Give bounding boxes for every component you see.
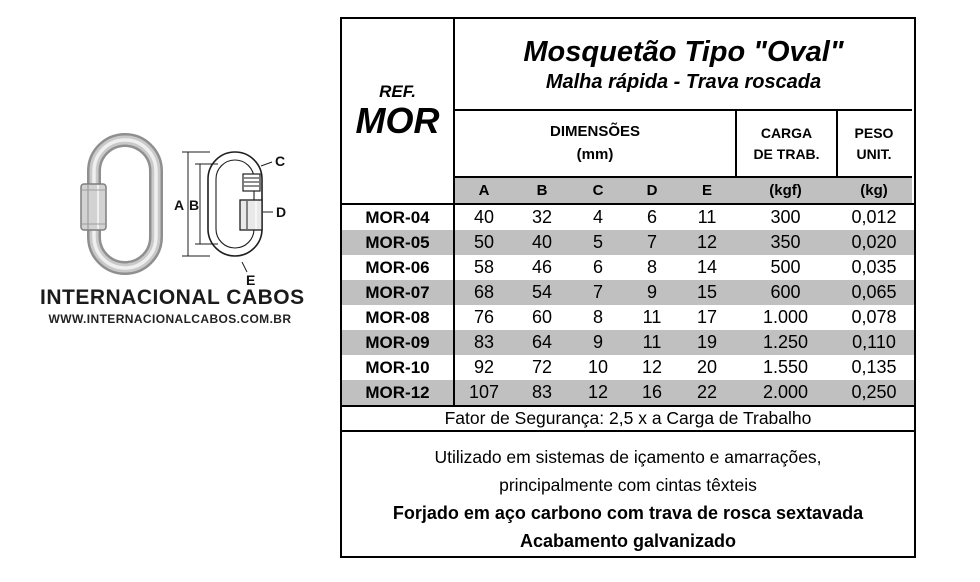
weight-header-line1: PESO — [854, 125, 894, 142]
cell-c: 12 — [587, 382, 609, 402]
cell-b: 72 — [531, 357, 553, 377]
cell-d: 11 — [642, 307, 662, 327]
cell-a: 58 — [473, 257, 495, 277]
quick-link-illustration — [70, 130, 300, 290]
cell-load: 300 — [770, 207, 801, 227]
col-header-c: C — [592, 182, 604, 199]
cell-a: 40 — [473, 207, 495, 227]
cell-c: 10 — [587, 357, 609, 377]
row-ref: MOR-06 — [342, 255, 455, 280]
table-header-section — [342, 19, 914, 205]
cell-c: 7 — [592, 282, 603, 302]
cell-c: 6 — [592, 257, 603, 277]
col-header-load: (kgf) — [769, 182, 802, 199]
cell-d: 9 — [646, 282, 657, 302]
cell-load: 2.000 — [762, 382, 809, 402]
cell-b: 83 — [531, 382, 553, 402]
col-header-d: D — [646, 182, 658, 199]
cell-load: 1.000 — [762, 307, 809, 327]
spec-table — [340, 17, 916, 558]
column-header-row — [455, 178, 912, 203]
cell-b: 54 — [531, 282, 553, 302]
cell-c: 5 — [592, 232, 603, 252]
load-header-cell — [735, 111, 836, 176]
row-ref: MOR-09 — [342, 330, 455, 355]
brand-name: INTERNACIONAL CABOS — [40, 286, 305, 309]
cell-b: 46 — [531, 257, 553, 277]
label-A: A — [174, 197, 185, 213]
cell-e: 12 — [696, 232, 718, 252]
cell-weight: 0,020 — [851, 232, 897, 252]
quick-link-photo — [81, 140, 156, 268]
ref-cell — [342, 19, 455, 203]
weight-header-line2: UNIT. — [856, 145, 892, 162]
table-row — [342, 380, 914, 405]
cell-load: 500 — [770, 257, 801, 277]
table-row — [342, 305, 914, 330]
load-header-line2: DE TRAB. — [753, 145, 820, 162]
row-ref: MOR-04 — [342, 205, 455, 230]
cell-d: 16 — [641, 382, 663, 402]
cell-weight: 0,135 — [851, 357, 897, 377]
description-line: Utilizado em sistemas de içamento e amarrações, — [434, 447, 822, 467]
label-E: E — [246, 272, 256, 288]
dimensions-unit: (mm) — [576, 145, 614, 163]
product-subtitle: Malha rápida - Trava roscada — [545, 70, 822, 93]
col-header-b: B — [536, 182, 548, 199]
cell-d: 7 — [646, 232, 657, 252]
cell-e: 11 — [697, 207, 717, 227]
cell-a: 83 — [473, 332, 495, 352]
cell-weight: 0,250 — [851, 382, 897, 402]
cell-b: 64 — [531, 332, 553, 352]
cell-weight: 0,065 — [851, 282, 897, 302]
dimensions-header-cell — [455, 111, 735, 176]
label-C: C — [275, 153, 286, 169]
safety-factor-note: Fator de Segurança: 2,5 x a Carga de Trabalho — [342, 405, 914, 432]
label-B: B — [189, 197, 200, 213]
cell-a: 50 — [473, 232, 495, 252]
description-box — [342, 432, 914, 556]
cell-b: 60 — [531, 307, 553, 327]
cell-e: 20 — [696, 357, 718, 377]
cell-e: 14 — [696, 257, 718, 277]
product-title: Mosquetão Tipo "Oval" — [523, 36, 844, 69]
table-row — [342, 205, 914, 230]
cell-a: 76 — [473, 307, 495, 327]
table-row — [342, 330, 914, 355]
cell-e: 19 — [696, 332, 718, 352]
cell-weight: 0,110 — [852, 332, 896, 352]
row-ref: MOR-10 — [342, 355, 455, 380]
cell-a: 68 — [473, 282, 495, 302]
cell-d: 12 — [641, 357, 663, 377]
label-D: D — [276, 204, 287, 220]
cell-e: 15 — [696, 282, 718, 302]
ref-label: REF. — [379, 82, 416, 102]
row-ref: MOR-08 — [342, 305, 455, 330]
cell-load: 350 — [770, 232, 801, 252]
ref-code: MOR — [355, 100, 440, 142]
load-header-line1: CARGA — [760, 125, 813, 142]
cell-c: 8 — [592, 307, 603, 327]
dimension-header-row — [455, 111, 912, 178]
table-row — [342, 280, 914, 305]
row-ref: MOR-12 — [342, 380, 455, 405]
diagram-labels — [174, 153, 286, 288]
cell-load: 600 — [770, 282, 801, 302]
cell-e: 17 — [696, 307, 718, 327]
title-block — [455, 19, 912, 111]
cell-b: 32 — [531, 207, 553, 227]
cell-a: 107 — [468, 382, 500, 402]
description-line: principalmente com cintas têxteis — [499, 475, 757, 495]
cell-load: 1.250 — [762, 332, 809, 352]
cell-c: 4 — [592, 207, 603, 227]
cell-c: 9 — [592, 332, 603, 352]
dimensions-header: DIMENSÕES — [549, 123, 640, 140]
cell-d: 6 — [646, 207, 657, 227]
table-row — [342, 255, 914, 280]
cell-a: 92 — [473, 357, 495, 377]
brand-website: WWW.INTERNACIONALCABOS.COM.BR — [48, 312, 292, 326]
weight-header-cell — [836, 111, 910, 176]
col-header-e: E — [701, 182, 712, 199]
cell-b: 40 — [531, 232, 553, 252]
cell-d: 8 — [646, 257, 657, 277]
col-header-weight: (kg) — [860, 182, 888, 199]
cell-load: 1.550 — [762, 357, 809, 377]
cell-d: 11 — [642, 332, 662, 352]
description-line: Acabamento galvanizado — [519, 531, 737, 551]
row-ref: MOR-05 — [342, 230, 455, 255]
row-ref: MOR-07 — [342, 280, 455, 305]
cell-e: 22 — [696, 382, 718, 402]
col-header-a: A — [478, 182, 490, 199]
table-row — [342, 355, 914, 380]
cell-weight: 0,035 — [851, 257, 897, 277]
description-line: Forjado em aço carbono com trava de rosca sextavada — [392, 503, 864, 523]
cell-weight: 0,012 — [851, 207, 897, 227]
table-row — [342, 230, 914, 255]
cell-weight: 0,078 — [851, 307, 897, 327]
